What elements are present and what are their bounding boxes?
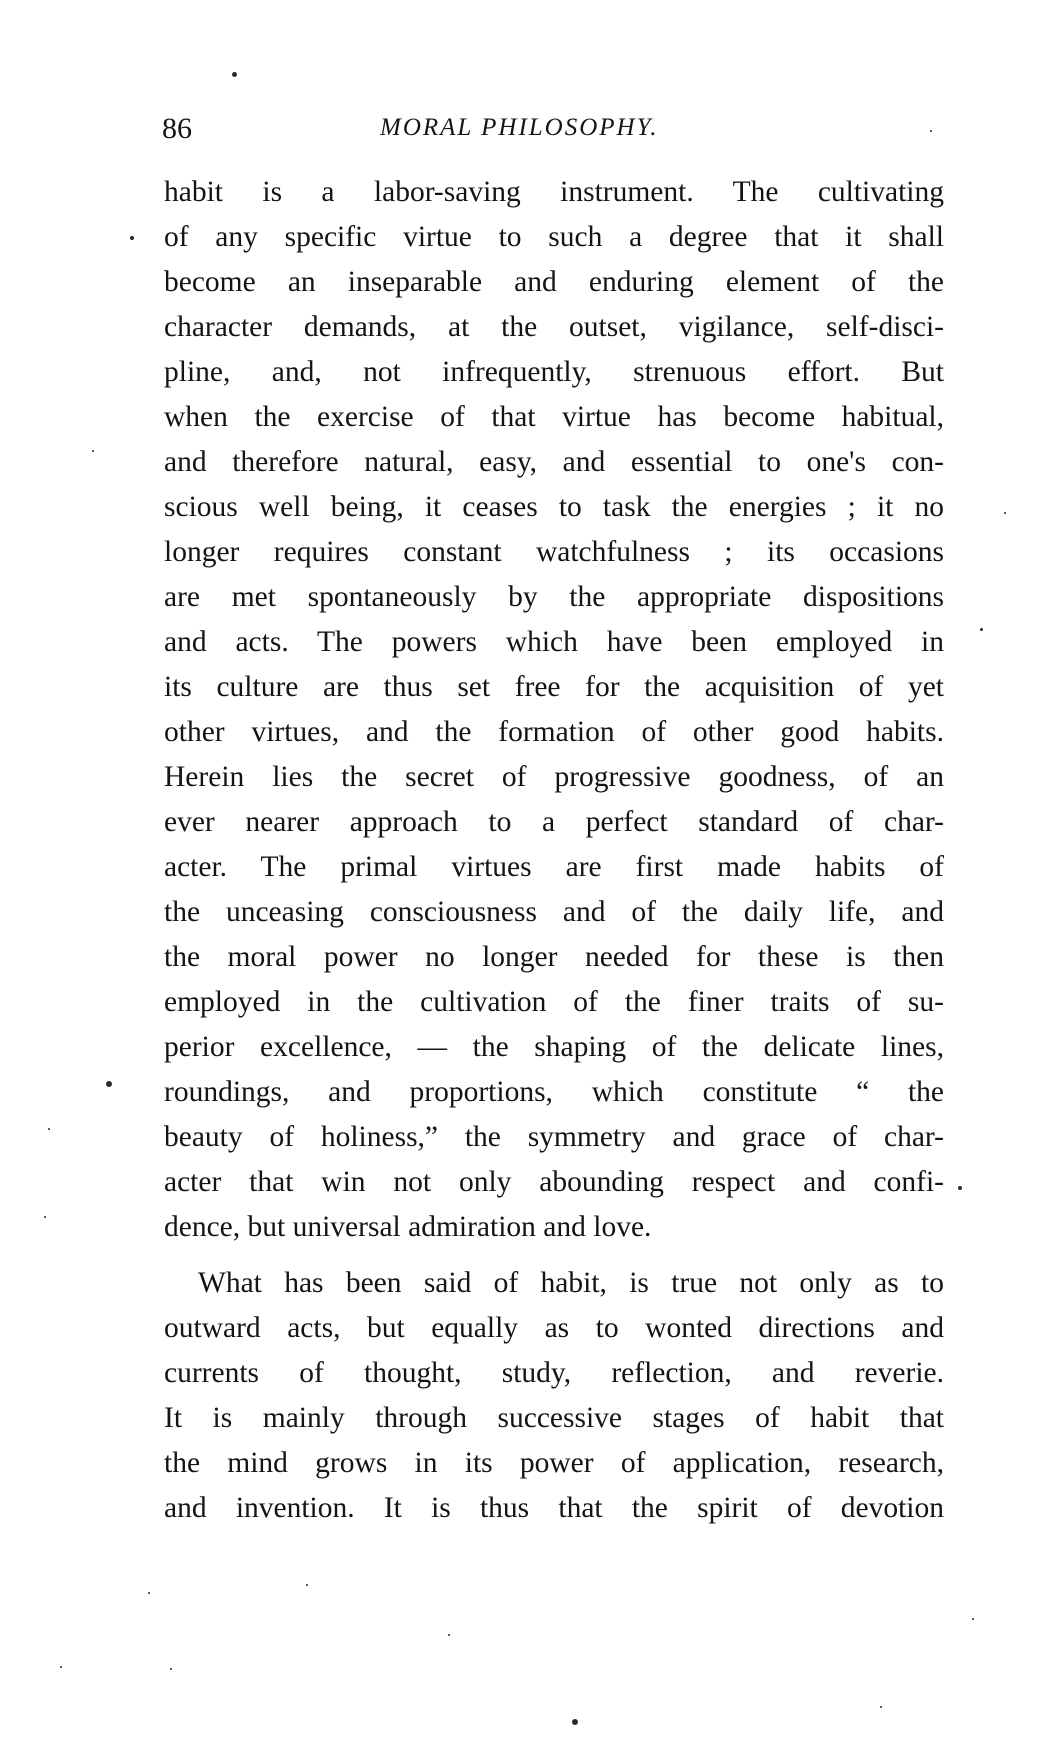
text-line: roundings, and proportions, which constitute “ the xyxy=(164,1076,944,1108)
scan-speck xyxy=(148,1592,150,1594)
text-line: become an inseparable and enduring element of the xyxy=(164,266,944,298)
scan-speck xyxy=(572,1719,578,1725)
scan-speck xyxy=(980,628,983,631)
page-header xyxy=(162,112,942,152)
text-line: habit is a labor-saving instrument. The cultivating xyxy=(164,176,944,208)
text-line: and therefore natural, easy, and essential to one's con- xyxy=(164,446,944,478)
text-line: and invention. It is thus that the spirit of devotion xyxy=(164,1492,944,1524)
text-line: are met spontaneously by the appropriate dispositions xyxy=(164,581,944,613)
text-line: acter. The primal virtues are first made habits of xyxy=(164,851,944,883)
text-line: Herein lies the secret of progressive goodness, of an xyxy=(164,761,944,793)
paragraph-2 xyxy=(164,1261,944,1531)
text-line: and acts. The powers which have been employed in xyxy=(164,626,944,658)
text-line: outward acts, but equally as to wonted directions and xyxy=(164,1312,944,1344)
scan-speck xyxy=(306,1584,308,1586)
body-text xyxy=(164,170,944,1531)
scan-speck xyxy=(48,1128,50,1130)
text-line: perior excellence, — the shaping of the delicate lines, xyxy=(164,1031,944,1063)
scan-speck xyxy=(92,450,94,452)
scan-speck xyxy=(880,1706,882,1708)
text-line: longer requires constant watchfulness ; its occasions xyxy=(164,536,944,568)
text-line: currents of thought, study, reflection, and reverie. xyxy=(164,1357,944,1389)
scan-speck xyxy=(60,1666,62,1668)
scan-speck xyxy=(106,1081,112,1087)
scan-speck xyxy=(972,1618,974,1620)
text-line: character demands, at the outset, vigilance, self-disci- xyxy=(164,311,944,343)
text-line: acter that win not only abounding respect and confi- xyxy=(164,1166,944,1198)
scan-speck xyxy=(170,1668,172,1670)
text-line: its culture are thus set free for the acquisition of yet xyxy=(164,671,944,703)
text-line: beauty of holiness,” the symmetry and grace of char- xyxy=(164,1121,944,1153)
paragraph-1 xyxy=(164,170,944,1250)
text-line: pline, and, not infrequently, strenuous effort. But xyxy=(164,356,944,388)
scan-speck xyxy=(130,236,134,240)
text-line: ever nearer approach to a perfect standard of char- xyxy=(164,806,944,838)
text-line: scious well being, it ceases to task the energies ; it no xyxy=(164,491,944,523)
text-line: the unceasing consciousness and of the daily life, and xyxy=(164,896,944,928)
text-line: What has been said of habit, is true not only as to xyxy=(198,1267,944,1299)
scan-speck xyxy=(930,130,932,132)
page-number: 86 xyxy=(162,112,192,145)
text-line: the mind grows in its power of application, research, xyxy=(164,1447,944,1479)
paragraph-gap xyxy=(164,1250,944,1261)
scan-speck xyxy=(1004,512,1006,514)
scan-speck xyxy=(958,1186,962,1190)
text-line: dence, but universal admiration and love. xyxy=(164,1211,652,1243)
text-line: the moral power no longer needed for these is then xyxy=(164,941,944,973)
text-line: It is mainly through successive stages of habit that xyxy=(164,1402,944,1434)
running-title: MORAL PHILOSOPHY. xyxy=(380,114,659,141)
scan-speck xyxy=(44,1216,46,1218)
text-line: other virtues, and the formation of other good habits. xyxy=(164,716,944,748)
text-line: when the exercise of that virtue has become habitual, xyxy=(164,401,944,433)
scan-speck xyxy=(232,72,237,77)
text-line: employed in the cultivation of the finer traits of su- xyxy=(164,986,944,1018)
text-line: of any specific virtue to such a degree that it shall xyxy=(164,221,944,253)
scan-speck xyxy=(448,1634,450,1636)
